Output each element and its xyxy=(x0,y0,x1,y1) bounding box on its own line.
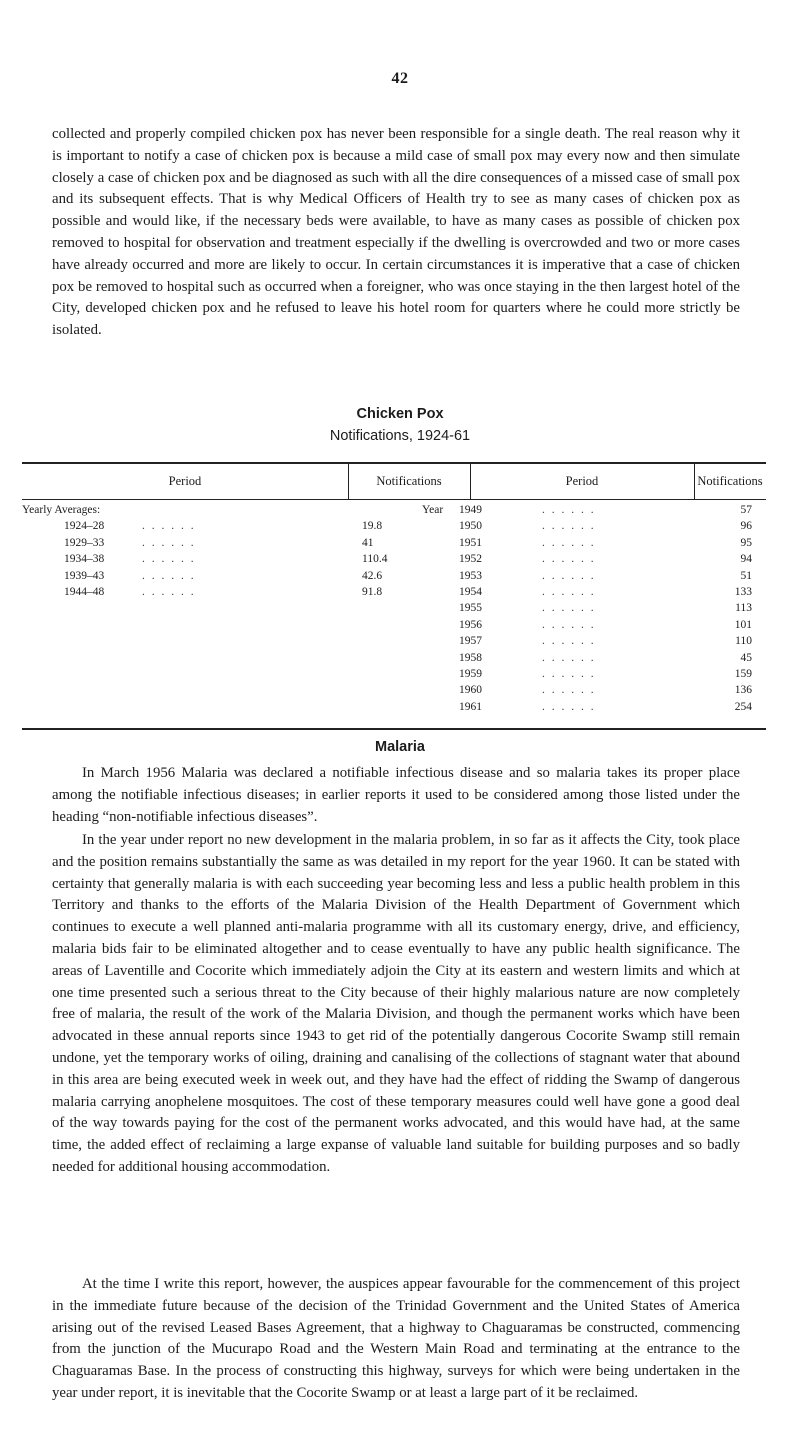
table-row xyxy=(22,652,766,668)
header-notifications-right: Notifications xyxy=(697,474,763,488)
year-cell: 1959 xyxy=(459,668,482,680)
year-cell: 1957 xyxy=(459,635,482,648)
period-cell: 1944–48 xyxy=(64,586,105,598)
table-row xyxy=(22,619,766,635)
chicken-pox-subtitle: Notifications, 1924-61 xyxy=(329,428,471,444)
notifications-cell: 101 xyxy=(734,618,752,631)
year-label: Year xyxy=(422,504,444,516)
year-cell: 1953 xyxy=(459,569,482,582)
malaria-title: Malaria xyxy=(375,739,425,755)
leader-dots: . . . . . . xyxy=(542,602,596,615)
malaria-paragraph-2: In the year under report no new development in the malaria problem, in so far as it affects the City, took place and the position remains substantially the same as was detailed in my report for the year 1960. It can be stated with certainty that generally malaria is with each succeeding year becoming less and less a public health problem in this Territory and thanks to the efforts of the Malaria Division of the Health Department of Government which continues to execute a well planned anti-malaria programme with all its customary energy, drive, and efficiency, malaria bids fair to be eliminated altogether and to cease eventually to have any public health significance. The areas of Laventille and Cocorite which immediately adjoin the City at its eastern and western limits and which at one time presented such a serious threat to the City because of their highly malarious nature are now completely free of malaria, the result of the work of the Malaria Division, and though the permanent works which have been advocated in these annual reports since 1943 to get rid of the potentially dangerous Cocorite Swamp still remain undone, yet the temporary works of oiling, draining and canalising of the collections of stagnant water that abound in this area are being executed week in week out, and they have had the effect of ridding the Swamp of dangerous malaria carrying anophelene mosquitoes. The cost of these temporary measures could well have gone a good deal of the way towards paying for the cost of the permanent works advocated, and this would have had, at the same time, the added effect of reclaiming a large expanse of valuable land suitable for building purposes and so badly needed for additional housing accommodation. xyxy=(52,832,740,1175)
table-row xyxy=(22,504,766,520)
leader-dots: . . . . . . xyxy=(542,553,596,566)
year-cell: 1952 xyxy=(459,553,482,566)
malaria-paragraph-3: At the time I write this report, however, the auspices appear favourable for the commencement of this project in the immediate future because of the decision of the Trinidad Government and the United States of America arising out of the revised Leased Bases Agreement, that a highway to Chaguaramas be constructed, commencing from the junction of the Mucurapo Road and the Western Main Road and terminating at the entrance to the Chaguaramas Base. In the process of constructing this highway, surveys for which were being undertaken in the year under report, it is inevitable that the Cocorite Swamp or at least a large part of it be reclaimed. xyxy=(52,1276,740,1401)
leader-dots: . . . . . . xyxy=(542,504,596,516)
malaria-paragraph-1: In March 1956 Malaria was declared a notifiable infectious disease and so malaria takes its proper place among the notifiable infectious diseases; in earlier reports it used to be considered among those listed under the heading “non-notifiable infectious diseases”. xyxy=(52,765,740,825)
year-cell: 1949 xyxy=(459,504,482,516)
year-cell: 1956 xyxy=(459,618,482,631)
period-cell: 1924–28 xyxy=(64,520,105,533)
table-row xyxy=(22,635,766,651)
leader-dots: . . . . . . xyxy=(142,569,196,582)
header-period-right: Period xyxy=(565,474,599,488)
notifications-cell: 113 xyxy=(735,602,752,615)
year-cell: 1955 xyxy=(459,602,482,615)
table-header-rule xyxy=(22,499,766,500)
table-row xyxy=(22,537,766,553)
period-cell: 1934–38 xyxy=(64,553,105,566)
leader-dots: . . . . . . xyxy=(542,618,596,631)
header-notifications-left: Notifications xyxy=(376,474,442,488)
leader-dots: . . . . . . xyxy=(142,586,196,598)
leader-dots: . . . . . . xyxy=(142,536,196,549)
leader-dots: . . . . . . xyxy=(542,536,596,549)
yearly-averages-label: Yearly Averages: xyxy=(22,504,101,516)
notifications-cell: 94 xyxy=(740,553,752,566)
table-row xyxy=(22,668,766,684)
notifications-cell: 42.6 xyxy=(362,569,383,582)
table-bottom-rule xyxy=(22,728,766,730)
notifications-cell: 159 xyxy=(734,668,752,680)
notifications-cell: 41 xyxy=(362,536,374,549)
notifications-cell: 96 xyxy=(740,520,752,533)
page-number: 42 xyxy=(391,70,409,87)
year-cell: 1951 xyxy=(459,536,482,549)
period-cell: 1939–43 xyxy=(64,569,105,582)
leader-dots: . . . . . . xyxy=(542,651,596,664)
chicken-pox-table xyxy=(22,462,766,732)
leader-dots: . . . . . . xyxy=(542,569,596,582)
notifications-cell: 91.8 xyxy=(362,586,383,598)
year-cell: 1961 xyxy=(459,700,482,713)
leader-dots: . . . . . . xyxy=(542,684,596,697)
table-row xyxy=(22,602,766,618)
leader-dots: . . . . . . xyxy=(542,586,596,598)
leader-dots: . . . . . . xyxy=(542,635,596,648)
notifications-cell: 51 xyxy=(740,569,752,582)
leader-dots: . . . . . . xyxy=(542,520,596,533)
table-row xyxy=(22,520,766,536)
notifications-cell: 133 xyxy=(734,586,752,598)
notifications-cell: 19.8 xyxy=(362,520,383,533)
period-cell: 1929–33 xyxy=(64,536,105,549)
table-row xyxy=(22,586,766,602)
year-cell: 1950 xyxy=(459,520,482,533)
table-row xyxy=(22,570,766,586)
notifications-cell: 57 xyxy=(740,504,752,516)
notifications-cell: 95 xyxy=(740,536,752,549)
table-row xyxy=(22,684,766,700)
table-row xyxy=(22,553,766,569)
leader-dots: . . . . . . xyxy=(542,668,596,680)
header-period-left: Period xyxy=(168,474,202,488)
year-cell: 1960 xyxy=(459,684,482,697)
leader-dots: . . . . . . xyxy=(542,700,596,713)
notifications-cell: 110.4 xyxy=(362,553,388,566)
table-top-rule xyxy=(22,462,766,464)
intro-paragraph: collected and properly compiled chicken pox has never been responsible for a single death. The real reason why it is important to notify a case of chicken pox is because a mild case of small pox may every now and then simulate closely a case of chicken pox and be diagnosed as such with all the dire consequences of a missed case of small pox and its subsequent effects. That is why Medical Officers of Health try to see as many cases of chicken pox as possible and would like, if the necessary beds were available, to have as many cases as possible of chicken pox removed to hospital for observation and treatment especially if the dwelling is overcrowded and two or more cases have already occurred and more are likely to occur. In certain circumstances it is imperative that a case of chicken pox be removed to hospital such as occurred when a foreigner, who was once staying in the then largest hotel of the City, developed chicken pox and he refused to leave his hotel room for quarters where he could more strictly be isolated. xyxy=(52,126,740,339)
leader-dots: . . . . . . xyxy=(142,553,196,566)
year-cell: 1954 xyxy=(459,586,482,598)
table-row xyxy=(22,701,766,717)
notifications-cell: 254 xyxy=(734,700,752,713)
leader-dots: . . . . . . xyxy=(142,520,196,533)
notifications-cell: 110 xyxy=(735,635,752,648)
chicken-pox-title: Chicken Pox xyxy=(356,406,444,422)
notifications-cell: 45 xyxy=(740,651,752,664)
year-cell: 1958 xyxy=(459,651,482,664)
notifications-cell: 136 xyxy=(734,684,752,697)
